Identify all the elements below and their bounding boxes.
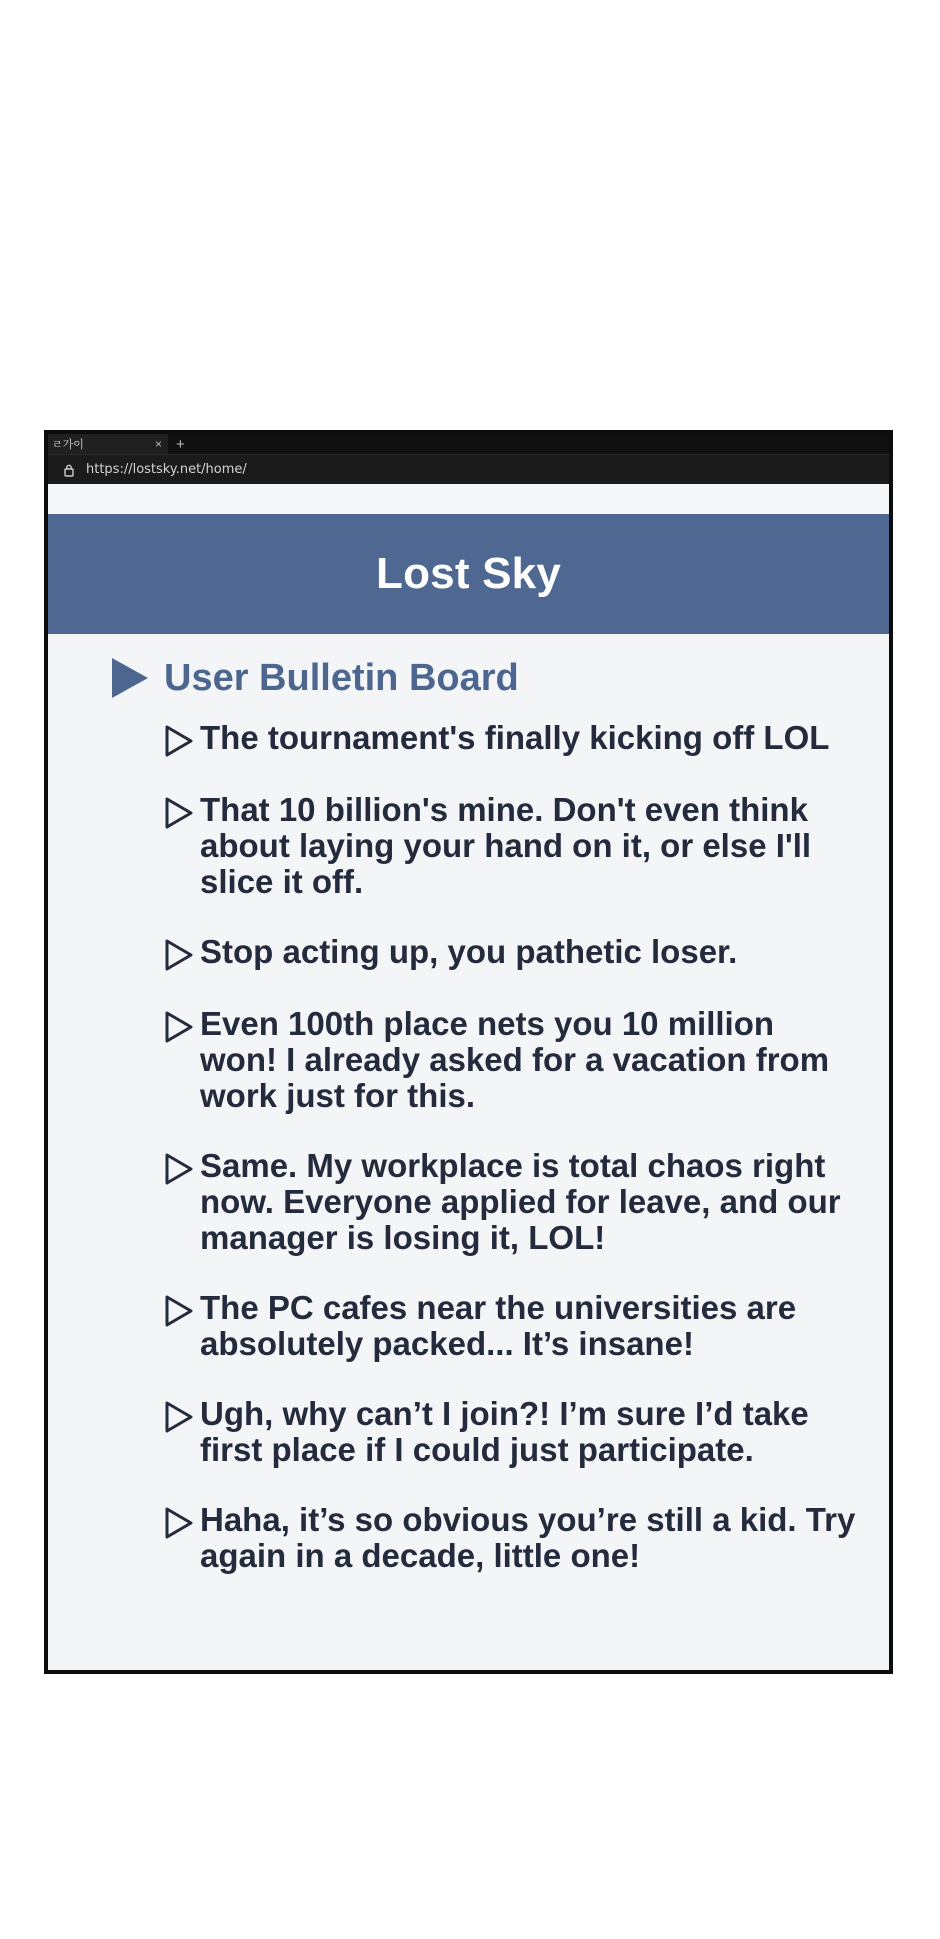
outline-arrow-icon	[164, 724, 194, 758]
site-title: Lost Sky	[376, 549, 561, 598]
post-item[interactable]	[164, 1290, 865, 1362]
post-text: Even 100th place nets you 10 million won! I already asked for a vacation from work just for this.	[200, 1005, 830, 1114]
outline-arrow-icon	[164, 796, 194, 830]
site-header	[48, 514, 889, 634]
close-tab-icon[interactable]: ×	[154, 437, 162, 451]
tab-bar	[48, 434, 889, 454]
post-text: Same. My workplace is total chaos right now. Everyone applied for leave, and our manager is losing it, LOL!	[200, 1147, 841, 1256]
tab-title: ㄹ가이	[52, 438, 84, 451]
outline-arrow-icon	[164, 1294, 194, 1328]
post-item[interactable]	[164, 1148, 865, 1256]
play-arrow-icon	[110, 656, 150, 700]
post-text: That 10 billion's mine. Don't even think about laying your hand on it, or else I'll slice it off.	[200, 791, 812, 900]
post-item[interactable]	[164, 1006, 865, 1114]
post-text: The PC cafes near the universities are absolutely packed... It’s insane!	[200, 1289, 797, 1362]
board-title: User Bulletin Board	[164, 656, 519, 699]
browser-tab[interactable]	[48, 434, 168, 454]
page-top-spacer	[48, 484, 889, 514]
browser-window	[44, 430, 893, 1674]
url-text[interactable]: https://lostsky.net/home/	[86, 462, 247, 477]
post-text: The tournament's finally kicking off LOL	[200, 719, 830, 756]
outline-arrow-icon	[164, 938, 194, 972]
post-item[interactable]	[164, 720, 865, 758]
outline-arrow-icon	[164, 1400, 194, 1434]
post-item[interactable]	[164, 1396, 865, 1468]
post-text: Stop acting up, you pathetic loser.	[200, 933, 738, 970]
outline-arrow-icon	[164, 1506, 194, 1540]
post-item[interactable]	[164, 934, 865, 972]
address-bar[interactable]	[48, 454, 889, 484]
post-text: Ugh, why can’t I join?! I’m sure I’d take first place if I could just participate.	[200, 1395, 809, 1468]
post-item[interactable]	[164, 792, 865, 900]
lock-icon	[62, 463, 76, 477]
outline-arrow-icon	[164, 1010, 194, 1044]
post-text: Haha, it’s so obvious you’re still a kid. Try again in a decade, little one!	[200, 1501, 856, 1574]
new-tab-icon[interactable]: +	[176, 435, 185, 453]
board-heading	[110, 656, 889, 700]
outline-arrow-icon	[164, 1152, 194, 1186]
post-item[interactable]	[164, 1502, 865, 1574]
post-list	[48, 720, 889, 1574]
bulletin-board	[48, 634, 889, 1574]
